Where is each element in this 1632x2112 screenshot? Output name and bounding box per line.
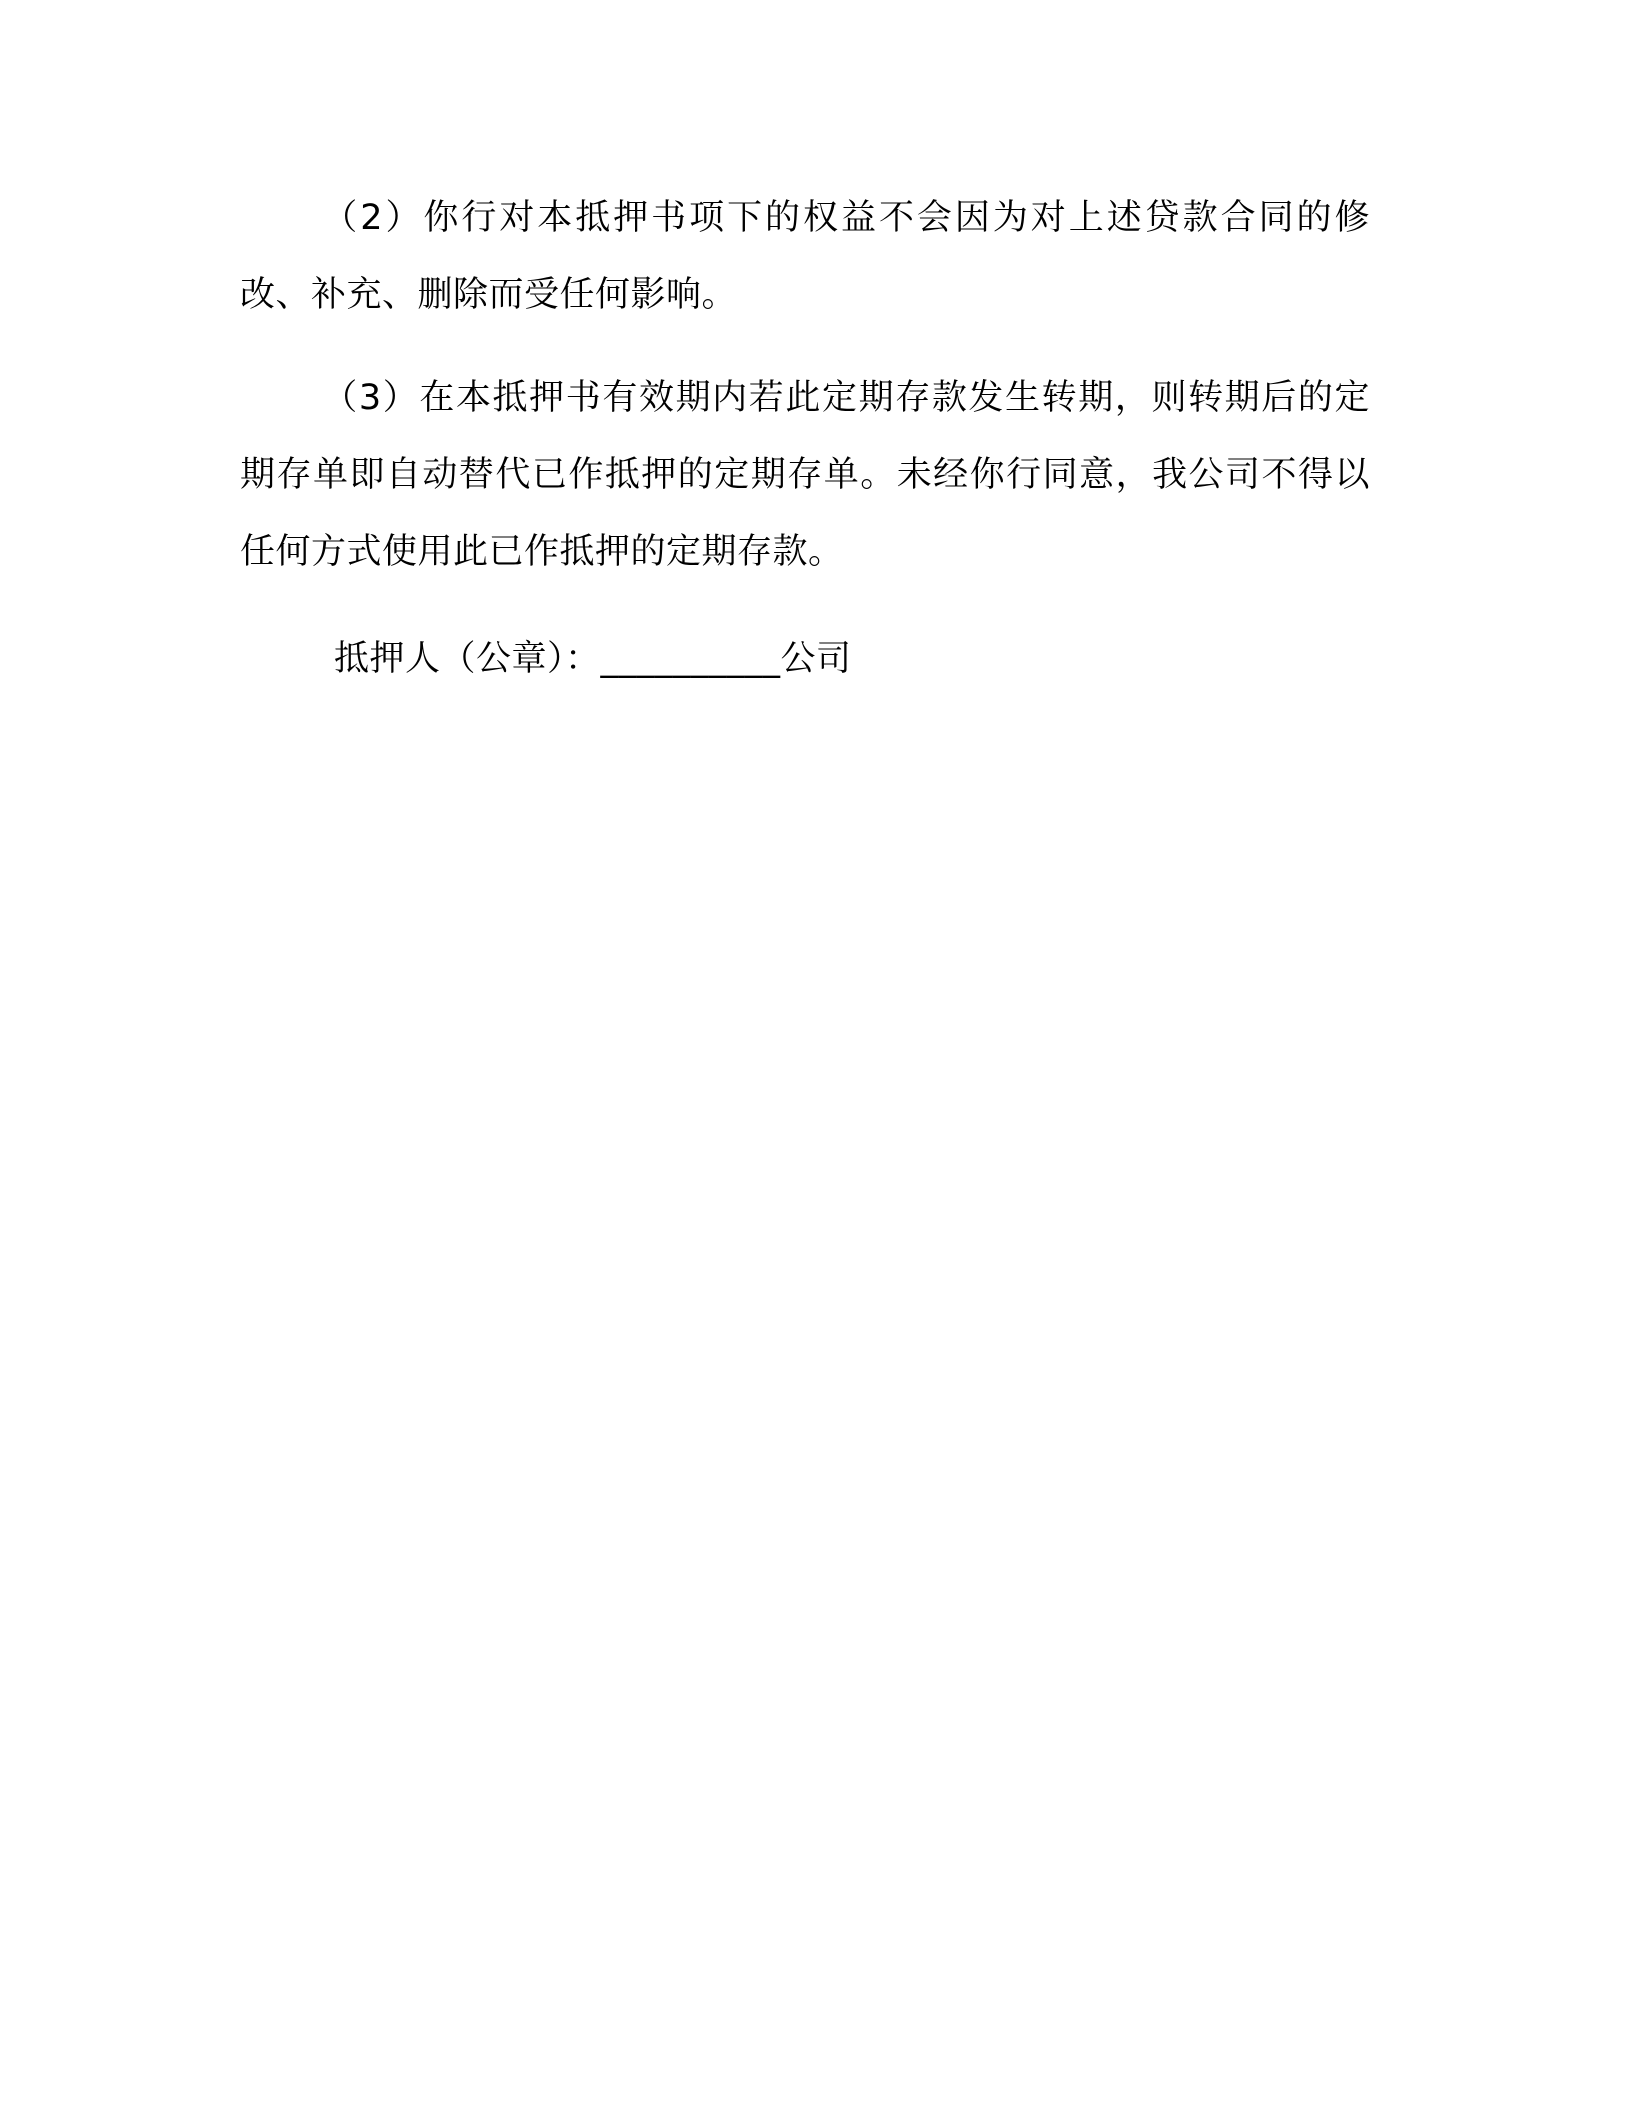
signature-label: 抵押人（公章）：	[334, 639, 601, 679]
signature-blank: __________	[600, 639, 781, 679]
clause-2-paragraph: （2）你行对本抵押书项下的权益不会因为对上述贷款合同的修改、补充、删除而受任何影响。	[240, 198, 1370, 315]
document-body	[240, 180, 1370, 698]
signature-suffix: 公司	[780, 639, 852, 679]
clause-3-paragraph: （3）在本抵押书有效期内若此定期存款发生转期，则转期后的定期存单即自动替代已作抵押的定期存单。未经你行同意，我公司不得以任何方式使用此已作抵押的定期存款。	[240, 378, 1370, 572]
signature-line	[240, 621, 1370, 698]
